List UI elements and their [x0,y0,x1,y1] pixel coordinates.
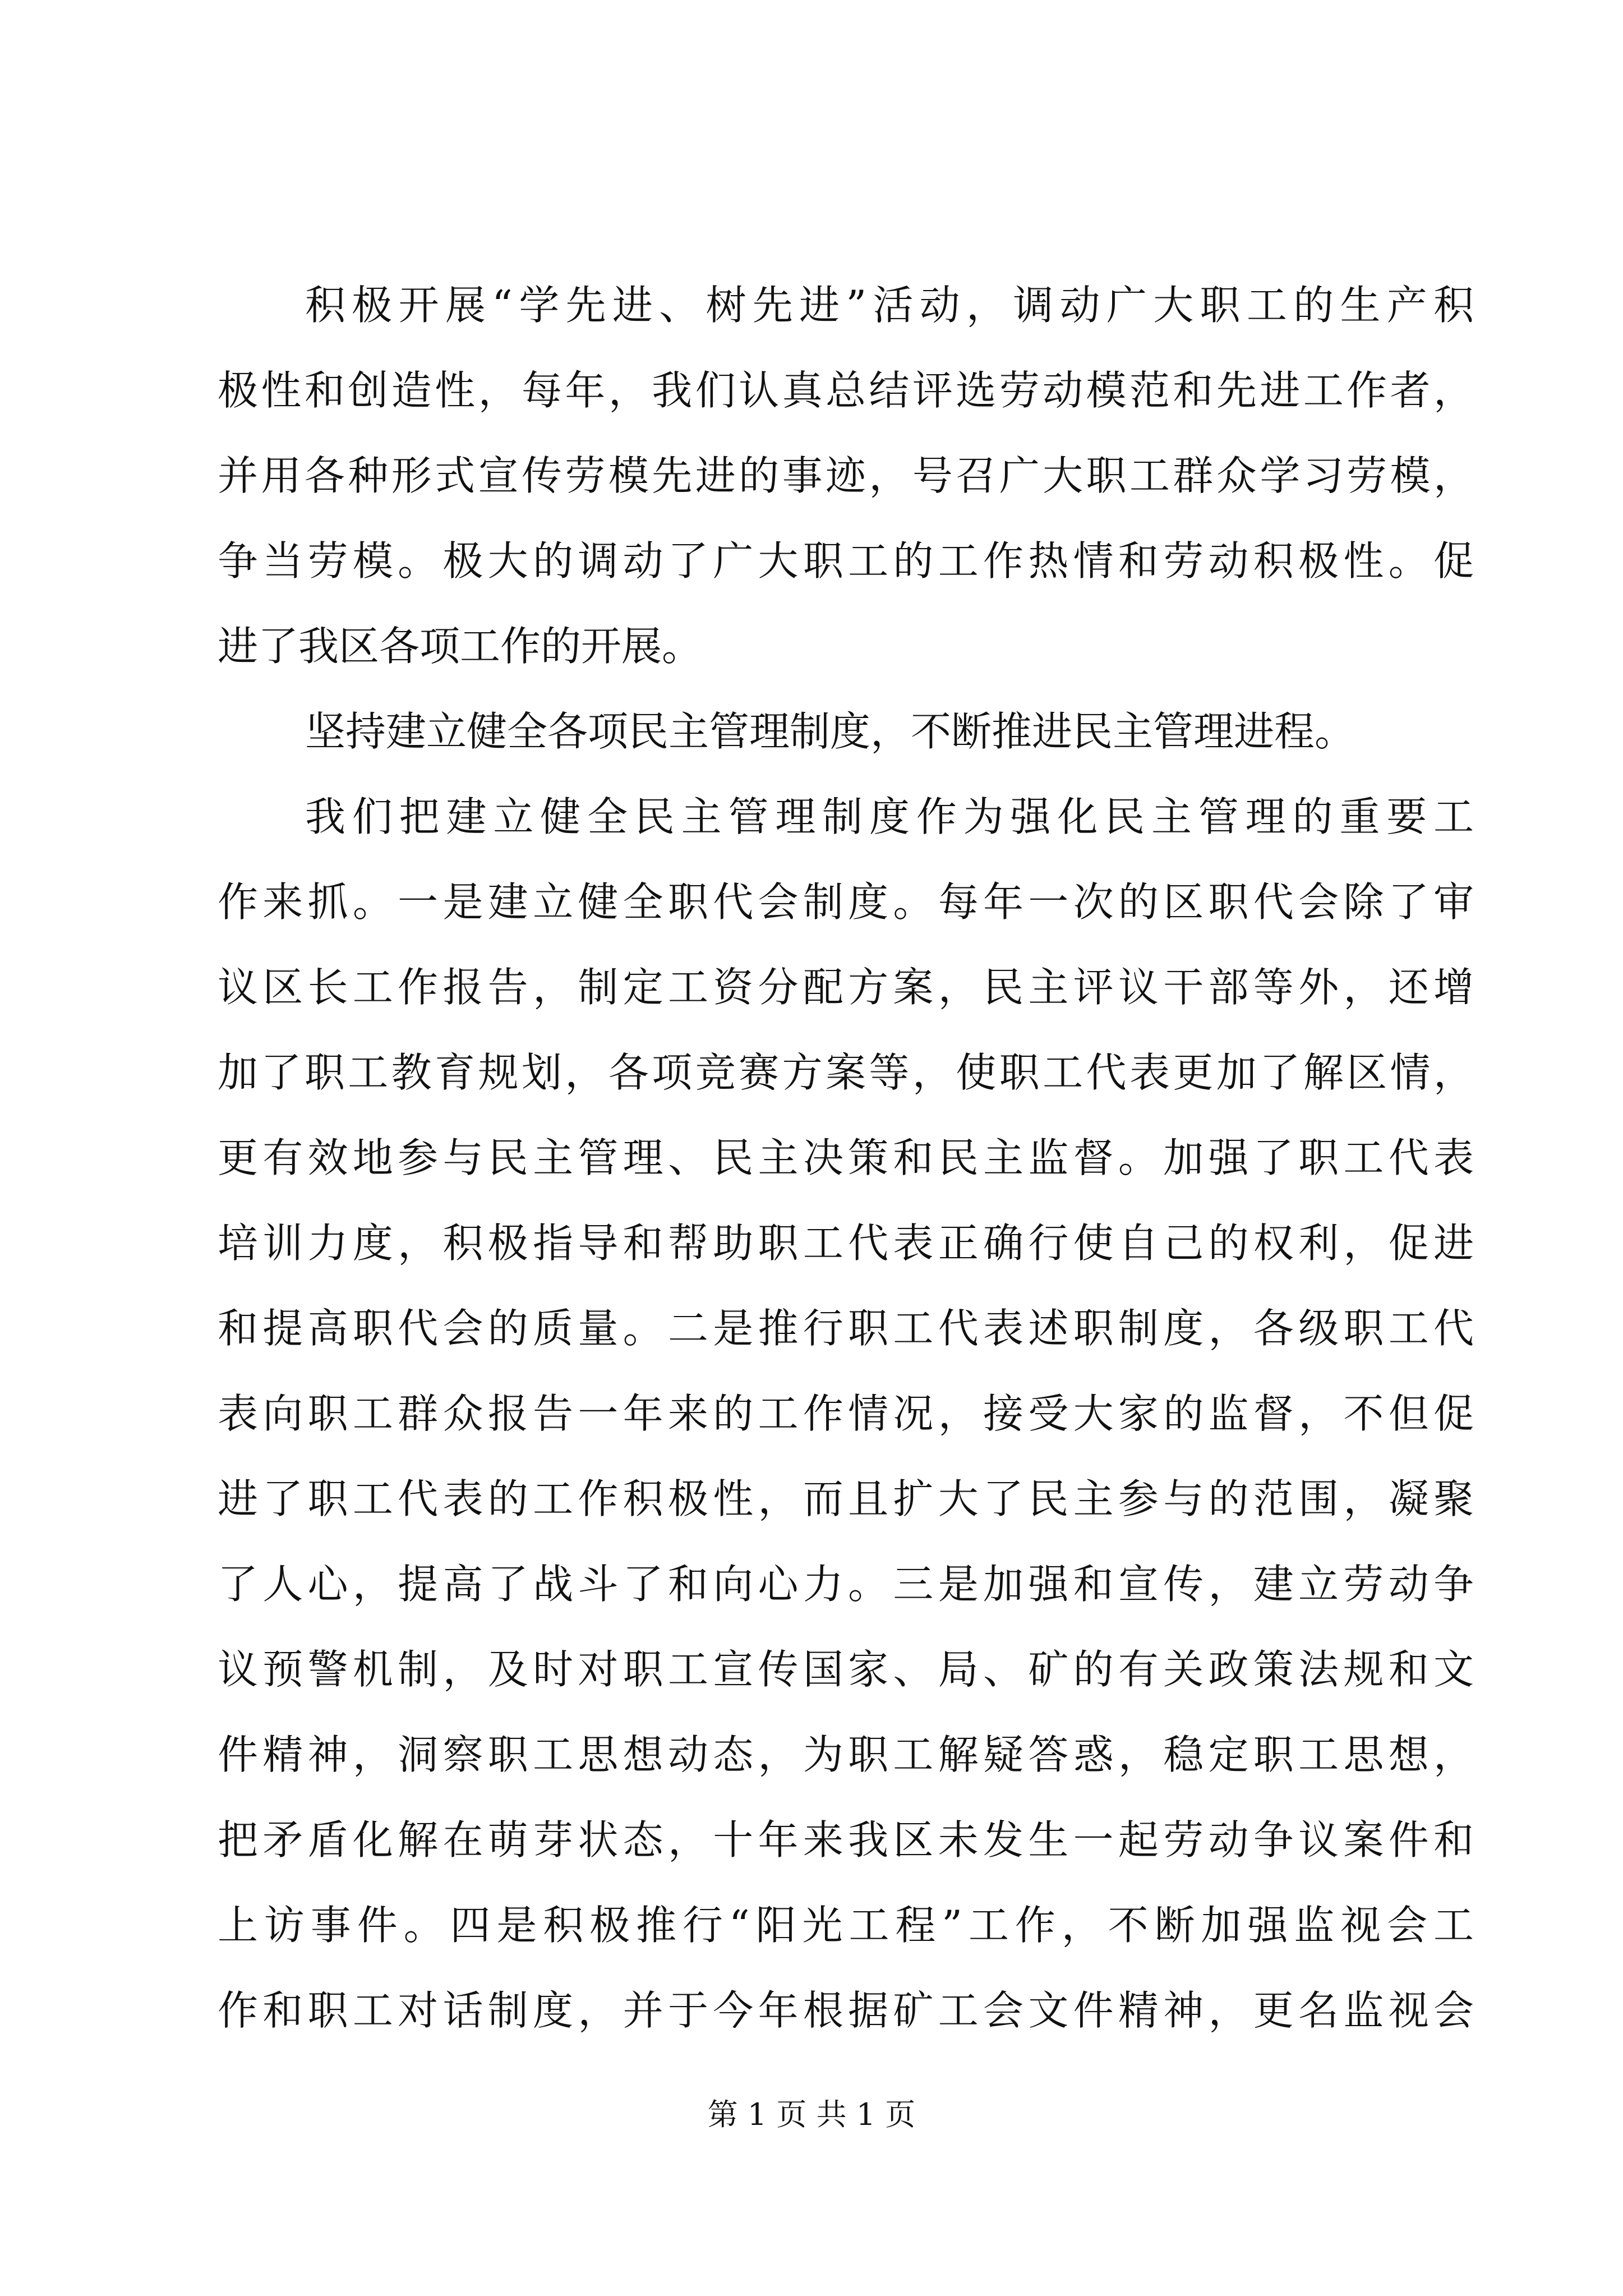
page-footer [0,2095,1623,2134]
text-line: 更有效地参与民主管理、民主决策和民主监督。加强了职工代表 [218,1134,1474,1181]
document-body [218,263,1474,2053]
text-line: 并用各种形式宣传劳模先进的事迹，号召广大职工群众学习劳模， [218,452,1474,499]
page-number-label: 第 1 页 共 1 页 [707,2097,916,2132]
text-line: 和提高职代会的质量。二是推行职工代表述职制度，各级职工代 [218,1305,1474,1352]
text-line: 议预警机制，及时对职工宣传国家、局、矿的有关政策法规和文 [218,1646,1474,1693]
text-line: 进了我区各项工作的开展。 [218,623,703,670]
text-line: 表向职工群众报告一年来的工作情况，接受大家的监督，不但促 [218,1390,1474,1437]
text-line: 把矛盾化解在萌芽状态，十年来我区未发生一起劳动争议案件和 [218,1816,1474,1864]
text-line: 了人心，提高了战斗了和向心力。三是加强和宣传，建立劳动争 [218,1561,1474,1608]
text-line: 上访事件。四是积极推行“阳光工程”工作，不断加强监视会工 [218,1902,1474,1949]
text-line: 加了职工教育规划，各项竞赛方案等，使职工代表更加了解区情， [218,1049,1474,1096]
text-line: 作来抓。一是建立健全职代会制度。每年一次的区职代会除了审 [218,878,1474,926]
text-line: 进了职工代表的工作积极性，而且扩大了民主参与的范围，凝聚 [218,1475,1474,1522]
text-line: 议区长工作报告，制定工资分配方案，民主评议干部等外，还增 [218,964,1474,1011]
section-statement: 坚持建立健全各项民主管理制度，不断推进民主管理进程。 [305,708,1355,755]
text-line: 我们把建立健全民主管理制度作为强化民主管理的重要工 [305,793,1474,840]
text-line: 极性和创造性，每年，我们认真总结评选劳动模范和先进工作者， [218,367,1474,414]
text-line: 作和职工对话制度，并于今年根据矿工会文件精神，更名监视会 [218,1987,1474,2034]
text-line: 争当劳模。极大的调动了广大职工的工作热情和劳动积极性。促 [218,537,1474,585]
text-line: 积极开展“学先进、树先进”活动，调动广大职工的生产积 [305,282,1474,329]
text-line: 培训力度，积极指导和帮助职工代表正确行使自己的权利，促进 [218,1220,1474,1267]
text-line: 件精神，洞察职工思想动态，为职工解疑答惑，稳定职工思想， [218,1731,1474,1778]
